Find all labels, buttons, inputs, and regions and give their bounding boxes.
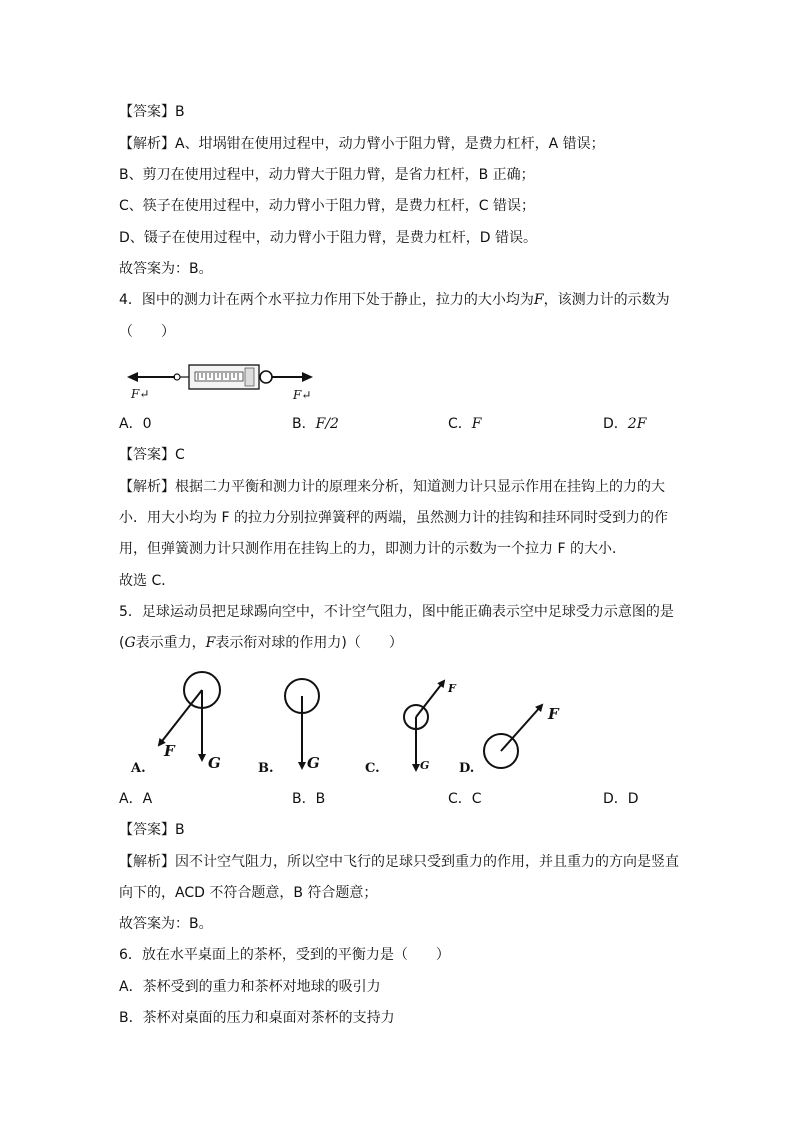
q3-analysis-text-1: A、坩埚钳在使用过程中，动力臂小于阻力臂，是费力杠杆，A 错误；	[175, 136, 605, 152]
q5-option-b-letter: B．	[292, 791, 316, 807]
q5-answer: 【答案】B	[119, 822, 185, 838]
q5-option-b-text: B	[315, 791, 326, 807]
q4-analysis-line-1	[119, 477, 665, 497]
q5-analysis-line-1	[119, 852, 679, 872]
label-f-d: F	[548, 705, 559, 723]
diagram-label-c: C.	[365, 761, 380, 776]
q4-option-a-text: 0	[142, 416, 152, 432]
q4-answer: 【答案】C	[119, 447, 185, 463]
q4-analysis-text-1: 根据二力平衡和测力计的原理来分析，知道测力计只显示作用在挂钩上的力的大	[175, 479, 665, 495]
q4-option-c-letter: C．	[448, 416, 472, 432]
diagram-label-d: D.	[459, 761, 475, 776]
q5-option-d-text: D	[627, 791, 639, 807]
q4-option-a	[119, 414, 152, 434]
q3-answer: 【答案】B	[119, 104, 185, 120]
q4-option-b	[292, 414, 339, 434]
q5-option-b	[292, 789, 325, 809]
right-arrowhead	[302, 372, 313, 382]
q5-analysis-line-2: 向下的，ACD 不符合题意，B 符合题意；	[119, 885, 378, 901]
force-f-arrow-a	[159, 690, 202, 745]
q4-analysis-tag: 【解析】	[119, 479, 175, 495]
q4-option-c	[448, 414, 482, 434]
q4-option-c-text: F	[471, 416, 482, 432]
q4-conclusion: 故选 C．	[119, 573, 176, 589]
q5-option-a-letter: A．	[119, 791, 143, 807]
q4-option-b-letter: B．	[292, 416, 316, 432]
diagram-label-a: A.	[131, 761, 146, 776]
spring-scale-figure	[125, 358, 325, 404]
q4-option-b-text: F/2	[315, 416, 339, 432]
diagram-label-b: B.	[258, 761, 274, 776]
q6-stem: 6．放在水平桌面上的茶杯，受到的平衡力是（ ）	[119, 947, 450, 963]
q6-option-a: A．茶杯受到的重力和茶杯对地球的吸引力	[119, 979, 381, 995]
q5-option-d	[603, 789, 639, 809]
q5-stem-line-1: 5．足球运动员把足球踢向空中，不计空气阻力，图中能正确表示空中足球受力示意图的是	[119, 604, 674, 620]
q5-conclusion: 故答案为：B。	[119, 916, 213, 932]
left-arrowhead	[127, 372, 138, 382]
q4-option-d-text: 2F	[627, 416, 647, 432]
q5-option-c-letter: C．	[448, 791, 472, 807]
q4-stem-variable: F	[533, 292, 544, 308]
q5-option-d-letter: D．	[603, 791, 628, 807]
q4-option-a-letter: A．	[119, 416, 143, 432]
label-f-a: F	[164, 742, 175, 760]
q5-stem-text-rest: 表示衔对球的作用力)（ ）	[215, 635, 403, 651]
force-diagrams-figure	[125, 664, 595, 780]
q3-analysis-tag: 【解析】	[119, 136, 175, 152]
q4-stem-text-a: 4．图中的测力计在两个水平拉力作用下处于静止，拉力的大小均为	[119, 292, 534, 308]
q4-stem-paren: （ ）	[119, 324, 175, 340]
force-f-arrow-d	[501, 705, 542, 751]
force-f-arrow-c	[416, 681, 444, 717]
q5-option-a-text: A	[142, 791, 153, 807]
label-g-b: G	[307, 754, 320, 772]
q5-stem-symbol-f: F	[205, 635, 216, 651]
q5-stem-text-gravity: 表示重力，	[135, 635, 206, 651]
q4-analysis-line-3: 用，但弹簧测力计只测作用在挂钩上的力，即测力计的示数为一个拉力 F 的大小．	[119, 541, 626, 557]
q5-stem-paren-open: (	[119, 635, 125, 651]
q4-stem-text-b: ，该测力计的示数为	[543, 292, 670, 308]
q3-analysis-line-4: D、镊子在使用过程中，动力臂小于阻力臂，是费力杠杆，D 错误。	[119, 230, 538, 246]
q3-conclusion: 故答案为：B。	[119, 261, 213, 277]
label-f-c: F	[448, 682, 456, 695]
scale-label-plate	[245, 368, 254, 386]
q4-stem	[119, 290, 670, 310]
right-force-label: F↵	[293, 388, 312, 402]
q3-analysis-line-2: B、剪刀在使用过程中，动力臂大于阻力臂，是省力杠杆，B 正确；	[119, 167, 535, 183]
q4-option-d	[603, 414, 646, 434]
q5-option-c-text: C	[471, 791, 482, 807]
label-g-c: G	[420, 759, 430, 772]
q5-option-c	[448, 789, 482, 809]
scale-ring	[260, 371, 272, 383]
q5-option-a	[119, 789, 152, 809]
q5-stem-line-2	[119, 633, 403, 653]
q5-stem-symbol-g: G	[124, 635, 136, 651]
q3-analysis-line-3: C、筷子在使用过程中，动力臂小于阻力臂，是费力杠杆，C 错误；	[119, 198, 535, 214]
q3-analysis-line-1	[119, 134, 605, 154]
left-force-label: F↵	[131, 387, 150, 401]
q4-option-d-letter: D．	[603, 416, 628, 432]
q5-analysis-text-1: 因不计空气阻力，所以空中飞行的足球只受到重力的作用，并且重力的方向是竖直	[175, 854, 679, 870]
q5-analysis-tag: 【解析】	[119, 854, 175, 870]
q6-option-b: B．茶杯对桌面的压力和桌面对茶杯的支持力	[119, 1010, 395, 1026]
label-g-a: G	[208, 754, 221, 772]
q4-analysis-line-2: 小．用大小均为 F 的拉力分别拉弹簧秤的两端，虽然测力计的挂钩和挂环同时受到力的作	[119, 510, 668, 526]
